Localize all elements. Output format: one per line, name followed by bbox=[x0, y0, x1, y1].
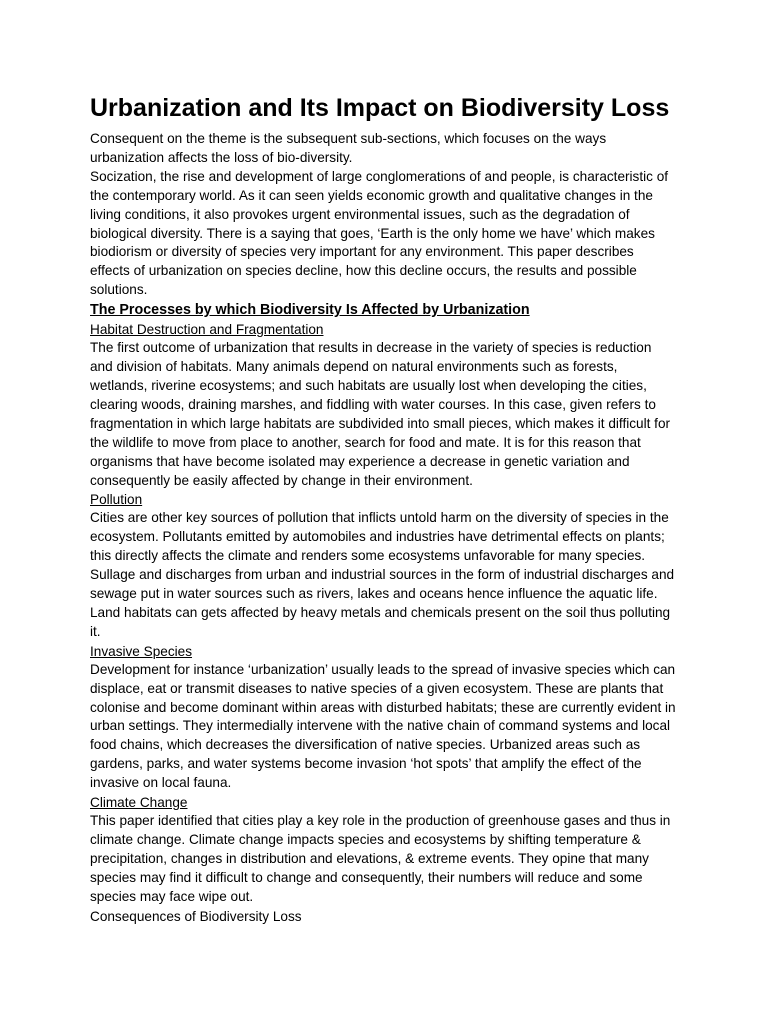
pollution-paragraph: Cities are other key sources of pollution that inflicts untold harm on the diversity of species in the ecosystem. Pollutants emitted by automobiles and industries have detrimental effects on plants; this directly affects the climate and renders some ecosystems unfavorable for many species. Sullage and discharges from urban and industrial sources in the form of industrial discharges and sewage put in water sources such as rivers, lakes and oceans hence influence the aquatic life. Land habitats can gets affected by heavy metals and chemicals present on the soil thus polluting it. bbox=[90, 510, 675, 639]
invasive-species-paragraph: Development for instance ‘urbanization’ usually leads to the spread of invasive species which can displace, eat or transmit diseases to native species of a given ecosystem. These are plants that colonise and become dominant within areas with disturbed habitats; these are currently evident in urban settings. They intermedially intervene with the native chain of command systems and local food chains, which decreases the diversification of native species. Urbanized areas such as gardens, parks, and water systems become invasion ‘hot spots’ that amplify the effect of the invasive on local fauna. bbox=[90, 661, 676, 791]
subheading-habitat: Habitat Destruction and Fragmentation bbox=[90, 322, 324, 338]
document-page bbox=[90, 88, 676, 926]
subheading-climate-change: Climate Change bbox=[90, 795, 188, 811]
intro-paragraph-1: Consequent on the theme is the subsequent sub-sections, which focuses on the ways urbanization affects the loss of bio-diversity. bbox=[90, 131, 607, 165]
climate-change-paragraph: This paper identified that cities play a key role in the production of greenhouse gases and thus in climate change. Climate change impacts species and ecosystems by shifting temperature & precipitation, changes in distribution and elevations, & extreme events. They opine that many species may find it difficult to change and consequently, their numbers will reduce and some species may face wipe out. bbox=[90, 813, 671, 904]
consequences-heading: Consequences of Biodiversity Loss bbox=[90, 908, 302, 924]
habitat-paragraph: The first outcome of urbanization that results in decrease in the variety of species is reduction and division of habitats. Many animals depend on natural environments such as forests, wetlands, riverine ecosystems; and such habitats are usually lost when developing the cities, clearing woods, draining marshes, and fiddling with water courses. In this case, given refers to fragmentation in which large habitats are subdivided into small pieces, which makes it difficult for the wildlife to move from place to another, search for food and mate. It is for this reason that organisms that have become isolated may experience a decrease in genetic variation and consequently be easily affected by change in their environment. bbox=[90, 340, 671, 488]
intro-paragraph-2: Socization, the rise and development of large conglomerations of and people, is characteristic of the contemporary world. As it can seen yields economic growth and qualitative changes in the living conditions, it also provokes urgent environmental issues, such as the degradation of biological diversity. There is a saying that goes, ‘Earth is the only home we have’ which makes biodiorism or diversity of species very important for any environment. This paper describes effects of urbanization on species decline, how this decline occurs, the results and possible solutions. bbox=[90, 168, 669, 298]
document-title: Urbanization and Its Impact on Biodiversity Loss bbox=[90, 94, 670, 122]
subheading-pollution: Pollution bbox=[90, 492, 143, 508]
subheading-invasive-species: Invasive Species bbox=[90, 643, 193, 659]
section-heading-processes: The Processes by which Biodiversity Is Affected by Urbanization bbox=[90, 302, 530, 319]
